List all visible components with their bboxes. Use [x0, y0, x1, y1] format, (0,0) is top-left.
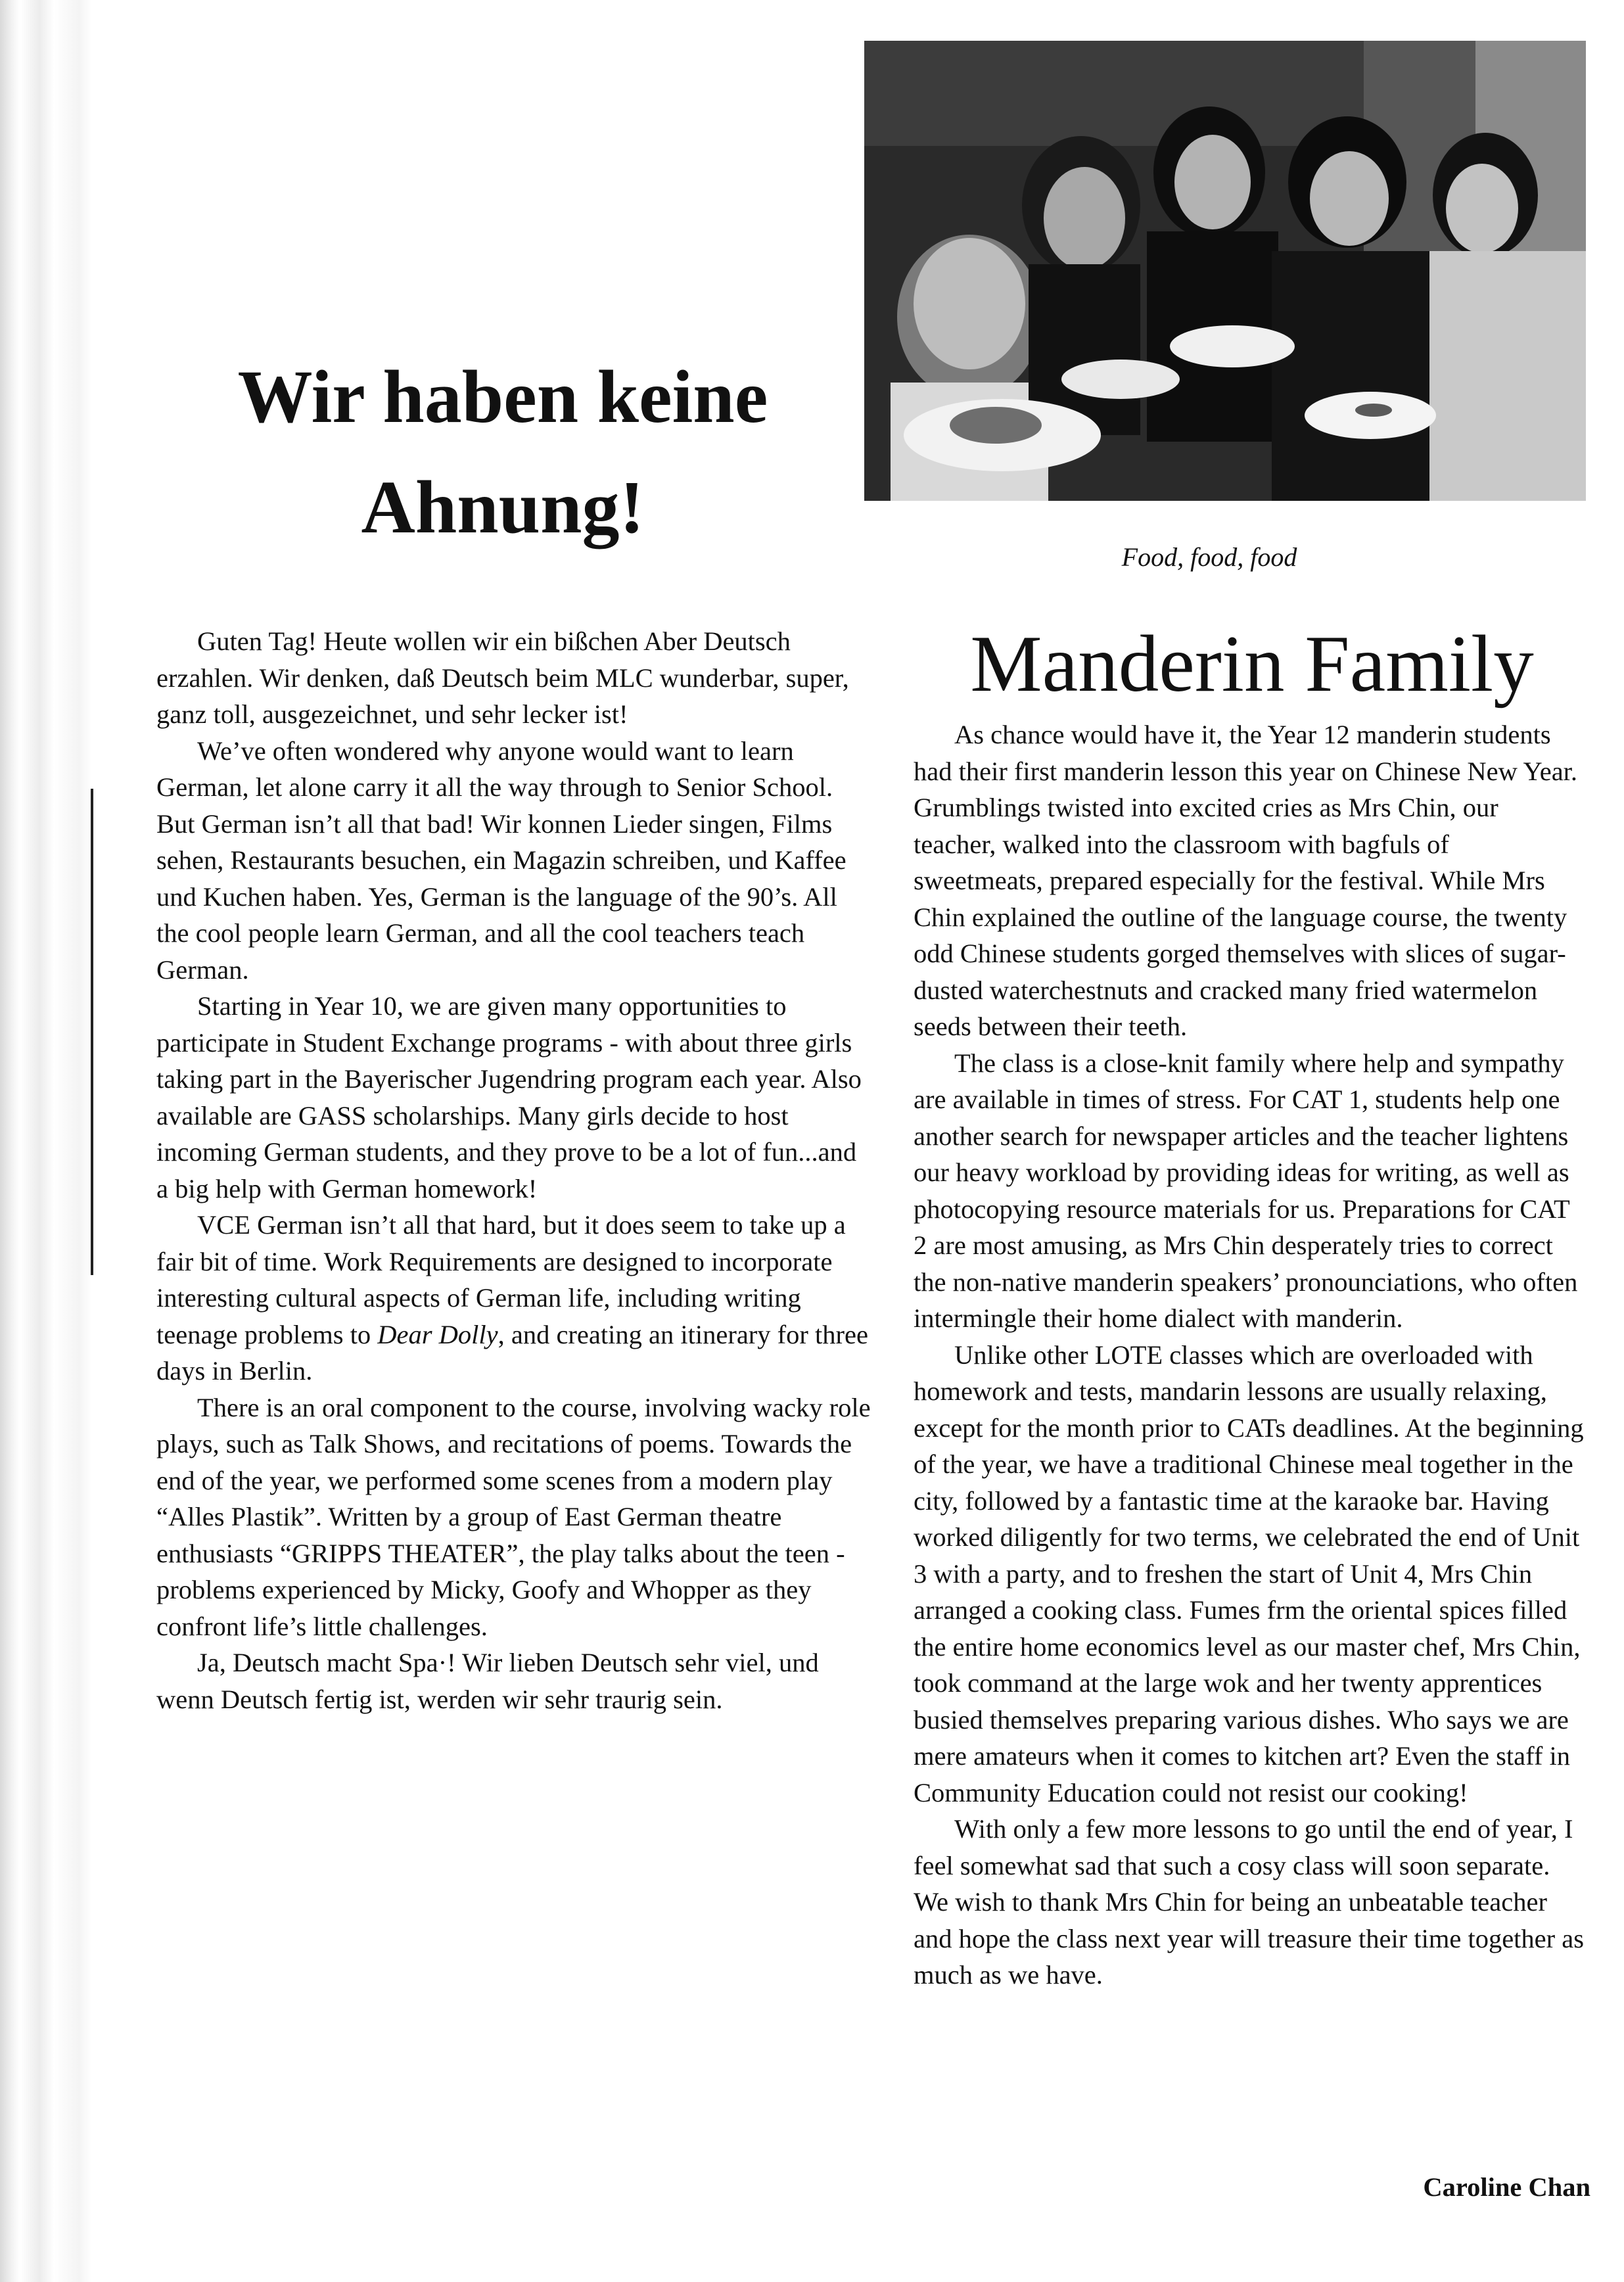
dear-dolly-title: Dear Dolly: [377, 1319, 498, 1349]
german-article-body: [156, 623, 873, 1717]
photo-caption: Food, food, food: [1121, 542, 1297, 572]
page-binding-edge: [0, 0, 92, 2282]
mandarin-paragraph-1: As chance would have it, the Year 12 manderin students had their first manderin lesson this year on Chinese New Year. Grumblings twisted into excited cries as Mrs Chin, our teacher, walked into the classroom with bagfuls of sweetmeats, prepared especially for the festival. While Mrs Chin explained the outline of the language course, the twenty odd Chinese students gorged themselves with slices of sugar-dusted waterchestnuts and cracked many fried watermelon seeds between their teeth.: [914, 720, 1578, 1041]
mandarin-paragraph-3: Unlike other LOTE classes which are overloaded with homework and tests, mandarin lessons are usually relaxing, except for the month prior to CATs deadlines. At the beginning of the year, we have a traditional Chinese meal together in the city, followed by a fantastic time at the karaoke bar. Having worked diligently for two terms, we celebrated the end of Unit 3 with a party, and to freshen the start of Unit 4, Mrs Chin arranged a cooking class. Fumes frm the oriental spices filled the entire home economics level as our master chef, Mrs Chin, took command at the large wok and her twenty apprentices busied themselves preparing various dishes. Who says we are mere amateurs when it comes to kitchen art? Even the staff in Community Education could not resist our cooking!: [914, 1339, 1584, 1807]
german-paragraph-3: Starting in Year 10, we are given many opportunities to participate in Student Exchange programs - with about three girls taking part in the Bayerischer Jugendring program each year. Also available are GASS scholarships. Many girls decide to host incoming German students, and they prove to be a lot of fun...and a big help with German homework!: [156, 991, 862, 1203]
mandarin-paragraph-4: With only a few more lessons to go until the end of year, I feel somewhat sad that such a cosy class will soon separate. We wish to thank Mrs Chin for being an unbeatable teacher and hope the class next year will treasure their time together as much as we have.: [914, 1814, 1584, 1990]
mandarin-article-title: Manderin Family: [970, 618, 1534, 709]
german-paragraph-5: There is an oral component to the course, involving wacky role plays, such as Talk Shows, and recitations of poems. Towards the end of the year, we performed some scenes from a modern play “Alles Plastik”. Written by a group of East German theatre enthusiasts “GRIPPS THEATER”, the play talks about the teen - problems experienced by Micky, Goofy and Whopper as they confront life’s little challenges.: [156, 1392, 871, 1641]
author-signature: Caroline Chan: [1423, 2172, 1590, 2202]
german-paragraph-6: Ja, Deutsch macht Spa·! Wir lieben Deutsch sehr viel, und wenn Deutsch fertig ist, werden wir sehr traurig sein.: [156, 1648, 819, 1714]
german-paragraph-2: We’ve often wondered why anyone would want to learn German, let alone carry it all the way through to Senior School. But German isn’t all that bad! Wir konnen Lieder singen, Films sehen, Restaurants besuchen, ein Magazin schreiben, und Kaffee und Kuchen haben. Yes, German is the language of the 90’s. All the cool people learn German, and all the cool teachers teach German.: [156, 735, 847, 985]
german-title-line-1: Wir haben keine: [237, 355, 768, 438]
german-paragraph-4: [156, 1207, 873, 1389]
mandarin-article-body: [914, 716, 1584, 1993]
german-article-title: [158, 342, 848, 563]
binding-line: [91, 789, 93, 1275]
german-paragraph-4-start: VCE German isn’t all that hard, but it does seem to take up a fair bit of time. Work Requirements are designed to incorporate interesting cultural aspects of German life, including writing teenage problems to: [156, 1210, 846, 1349]
german-paragraph-1: Guten Tag! Heute wollen wir ein bißchen Aber Deutsch erzahlen. Wir denken, daß Deutsch beim MLC wunderbar, super, ganz toll, ausgezeichnet, und sehr lecker ist!: [156, 626, 849, 729]
german-title-line-2: Ahnung!: [361, 465, 645, 549]
mandarin-paragraph-2: The class is a close-knit family where help and sympathy are available in times of stress. For CAT 1, students help one another search for newspaper articles and the teacher lightens our heavy workload by providing ideas for writing, as well as photocopying resource materials for us. Preparations for CAT 2 are most amusing, as Mrs Chin desperately tries to correct the non-native manderin speakers’ pronounciations, who often intermingle their home dialect with manderin.: [914, 1048, 1578, 1333]
german-paragraph-4-end: , and creating an itinerary for three days in Berlin.: [156, 1319, 868, 1386]
class-photo: [864, 41, 1586, 501]
students-with-food-photo: [864, 41, 1586, 501]
